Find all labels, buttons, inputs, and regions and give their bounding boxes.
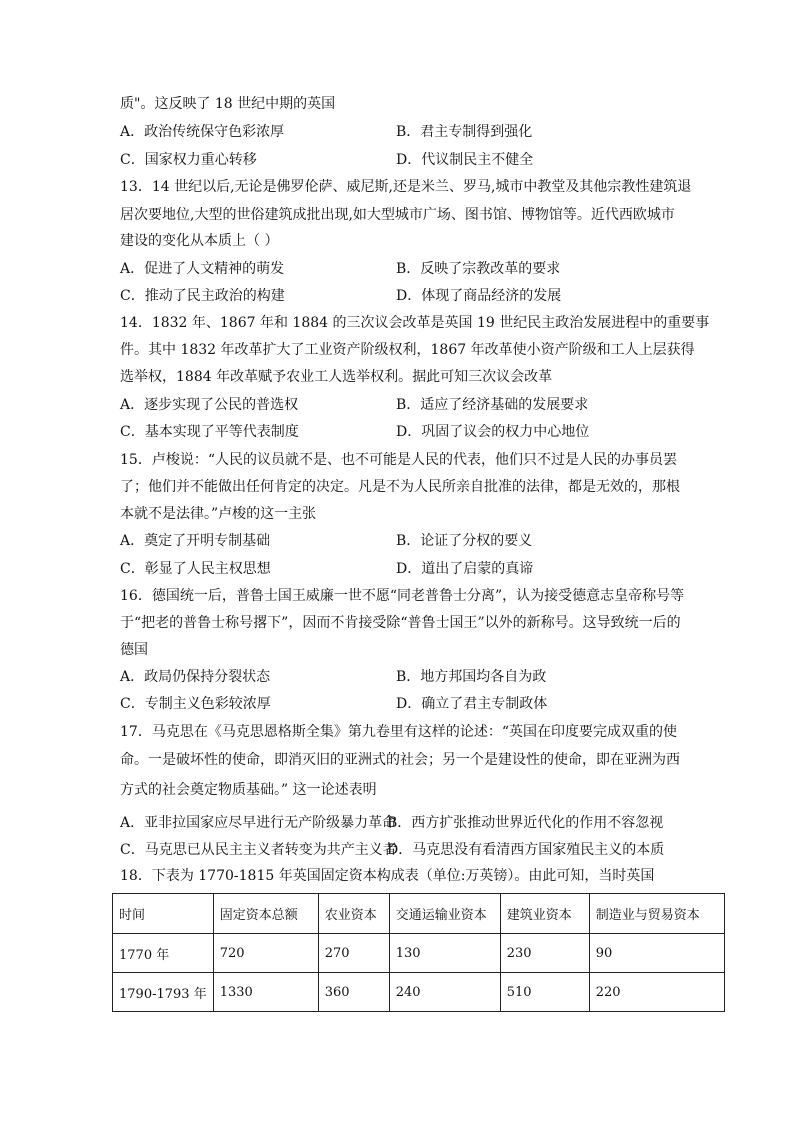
- q14-stem-line-2: 件。其中 1832 年改革扩大了工业资产阶级权利，1867 年改革使小资产阶级和工人上层获得: [120, 342, 695, 358]
- q13-option-a[interactable]: A．促进了人文精神的萌发: [120, 261, 285, 277]
- table-header-cell: 制造业与贸易资本: [589, 894, 724, 934]
- q17-stem-line-2: 命。一是破坏性的使命，即消灭旧的亚洲式的社会；另一个是建设性的使命，即在亚洲为西: [120, 752, 680, 768]
- q18-stem: 18．下表为 1770-1815 年英国固定资本构成表（单位:万英镑）。由此可知，当时英国: [120, 868, 655, 884]
- table-header-cell: 时间: [113, 894, 214, 934]
- table-cell: 720: [213, 934, 318, 973]
- q14-option-d[interactable]: D．巩固了议会的权力中心地位: [396, 424, 590, 440]
- q16-stem-line-2: 于“把老的普鲁士称号撂下”，因而不肯接受除“普鲁士国王”以外的新称号。这导致统一后的: [120, 615, 681, 631]
- table-cell: 1330: [213, 973, 318, 1012]
- q13-stem-line-2: 居次要地位,大型的世俗建筑成批出现,如大型城市广场、图书馆、博物馆等。近代西欧城市: [120, 207, 675, 223]
- table-cell: 90: [589, 934, 724, 973]
- table-header-cell: 建筑业资本: [500, 894, 589, 934]
- table-row: [113, 934, 725, 973]
- table-header-cell: 固定资本总额: [213, 894, 318, 934]
- table-cell: 360: [318, 973, 389, 1012]
- q16-option-c[interactable]: C．专制主义色彩较浓厚: [120, 696, 271, 712]
- q16-stem-line-3: 德国: [120, 642, 148, 658]
- q15-option-a[interactable]: A．奠定了开明专制基础: [120, 533, 271, 549]
- q13-option-c[interactable]: C．推动了民主政治的构建: [120, 288, 285, 304]
- q13-stem-line-3: 建设的变化从本质上（ ）: [120, 233, 279, 249]
- table-cell: 1770 年: [113, 934, 214, 973]
- table-header-cell: 交通运输业资本: [389, 894, 500, 934]
- table-row: [113, 973, 725, 1012]
- q13-stem-line-1: 13．14 世纪以后,无论是佛罗伦萨、威尼斯,还是米兰、罗马,城市中教堂及其他宗教性建筑退: [120, 179, 692, 195]
- q15-stem-line-2: 了；他们并不能做出任何肯定的决定。凡是不为人民所亲自批准的法律，都是无效的，那根: [120, 479, 680, 495]
- q12-option-a[interactable]: A．政治传统保守色彩浓厚: [120, 124, 285, 140]
- capital-table: [112, 893, 725, 1012]
- q15-option-c[interactable]: C．彰显了人民主权思想: [120, 561, 271, 577]
- q17-stem-line-3: 方式的社会奠定物质基础。” 这一论述表明: [120, 782, 377, 798]
- q14-option-c[interactable]: C．基本实现了平等代表制度: [120, 424, 299, 440]
- q15-option-d[interactable]: D．道出了启蒙的真谛: [396, 561, 534, 577]
- q16-option-d[interactable]: D．确立了君主专制政体: [396, 696, 548, 712]
- q12-option-d[interactable]: D．代议制民主不健全: [396, 152, 534, 168]
- q15-stem-line-1: 15．卢梭说：“人民的议员就不是、也不可能是人民的代表，他们只不过是人民的办事员罢: [120, 452, 677, 468]
- table-cell: 230: [500, 934, 589, 973]
- table-cell: 270: [318, 934, 389, 973]
- q13-option-d[interactable]: D．体现了商品经济的发展: [396, 288, 562, 304]
- q17-option-a[interactable]: A．亚非拉国家应尽早进行无产阶级暴力革命: [120, 815, 397, 831]
- table-header-cell: 农业资本: [318, 894, 389, 934]
- table-cell: 240: [389, 973, 500, 1012]
- q17-option-b[interactable]: B．西方扩张推动世界近代化的作用不容忽视: [387, 815, 664, 831]
- q13-option-b[interactable]: B．反映了宗教改革的要求: [396, 261, 561, 277]
- table-cell: 1790-1793 年: [113, 973, 214, 1012]
- q14-option-b[interactable]: B．适应了经济基础的发展要求: [396, 397, 589, 413]
- q17-stem-line-1: 17．马克思在《马克思恩格斯全集》第九卷里有这样的论述：“英国在印度要完成双重的使: [120, 724, 677, 740]
- q12-option-c[interactable]: C．国家权力重心转移: [120, 152, 257, 168]
- table-cell: 220: [589, 973, 724, 1012]
- table-cell: 510: [500, 973, 589, 1012]
- table-header-row: [113, 894, 725, 934]
- table-cell: 130: [389, 934, 500, 973]
- q16-stem-line-1: 16．德国统一后，普鲁士国王威廉一世不愿“同老普鲁士分离”，认为接受德意志皇帝称号等: [120, 588, 685, 604]
- q14-option-a[interactable]: A．逐步实现了公民的普选权: [120, 397, 299, 413]
- q17-option-c[interactable]: C．马克思已从民主主义者转变为共产主义者: [120, 842, 397, 858]
- q16-option-b[interactable]: B．地方邦国均各自为政: [396, 669, 547, 685]
- q17-option-d[interactable]: D．马克思没有看清西方国家殖民主义的本质: [387, 842, 665, 858]
- q15-option-b[interactable]: B．论证了分权的要义: [396, 533, 533, 549]
- q15-stem-line-3: 本就不是法律。”卢梭的这一主张: [120, 506, 317, 522]
- q12-stem-tail: 质"。这反映了 18 世纪中期的英国: [120, 96, 336, 112]
- q14-stem-line-3: 选举权，1884 年改革赋予农业工人选举权利。据此可知三次议会改革: [120, 369, 553, 385]
- q12-option-b[interactable]: B．君主专制得到强化: [396, 124, 533, 140]
- q16-option-a[interactable]: A．政局仍保持分裂状态: [120, 669, 271, 685]
- q14-stem-line-1: 14．1832 年、1867 年和 1884 的三次议会改革是英国 19 世纪民主政治发展进程中的重要事: [120, 315, 710, 331]
